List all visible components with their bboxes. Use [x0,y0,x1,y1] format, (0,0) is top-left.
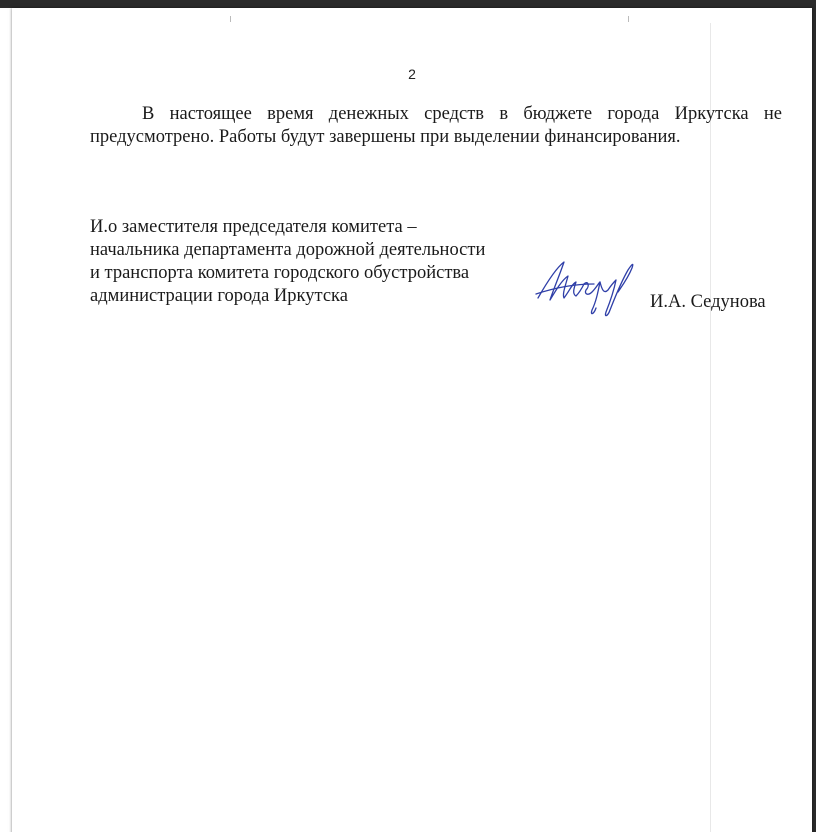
signatory-title-line: и транспорта комитета городского обустройства [90,263,470,283]
signatory-title [90,216,550,308]
scan-mark [230,16,231,22]
body-paragraph: В настоящее время денежных средств в бюджете города Иркутска не предусмотрено. Работы будут завершены при выделении финансирования. [90,104,782,147]
document-page [12,8,812,832]
signatory-name: И.А. Седунова [650,292,766,312]
signatory-title-line: начальника департамента дорожной деятельности [90,240,486,260]
handwritten-signature [534,254,646,324]
signatory-title-line: администрации города Иркутска [90,286,348,306]
scan-mark [628,16,629,22]
page-number: 2 [408,66,416,82]
signatory-title-line: И.о заместителя председателя комитета – [90,217,417,237]
